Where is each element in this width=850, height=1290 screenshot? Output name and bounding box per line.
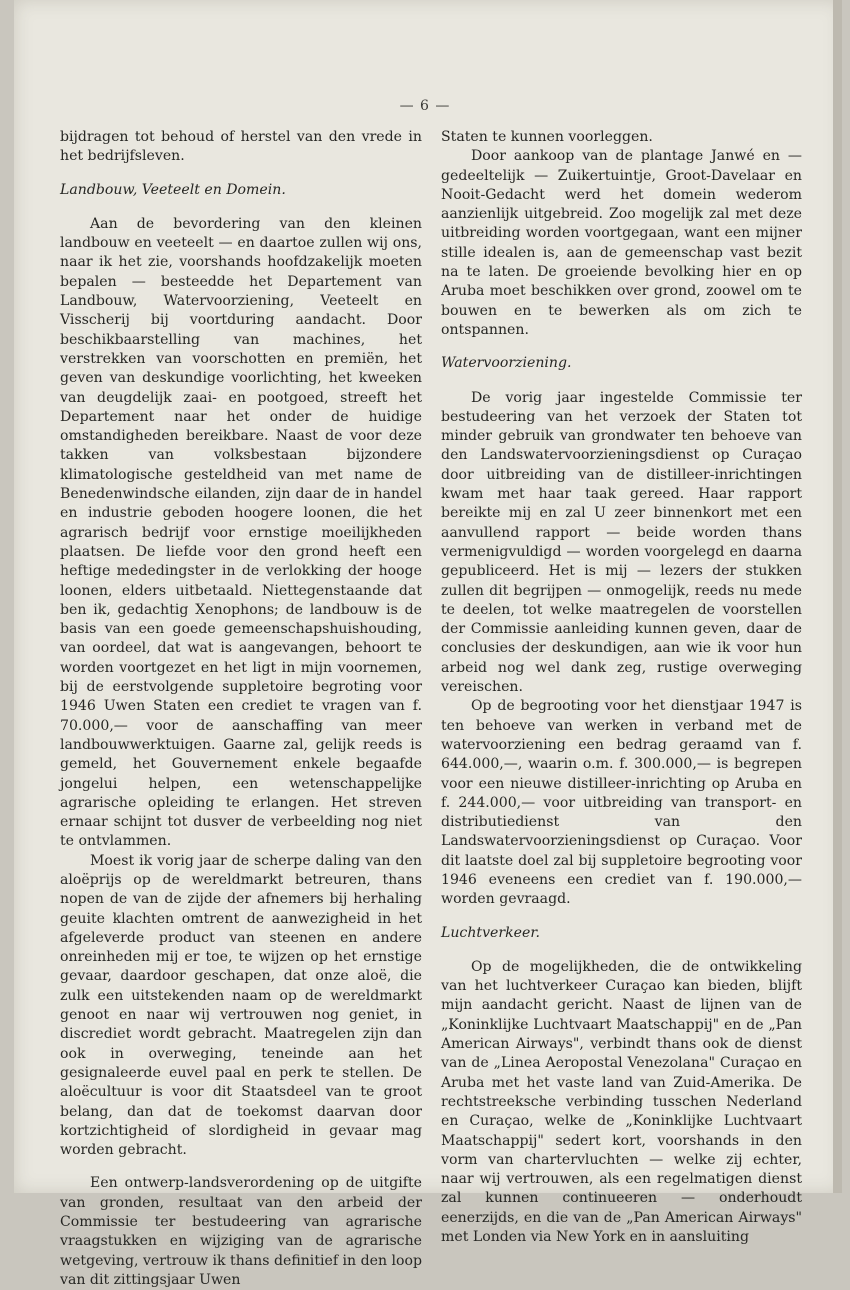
paragraph-gap [60,1160,422,1174]
paragraph: De vorig jaar ingestelde Commissie ter bestudeering van het verzoek der Staten tot minder gebruik van grondwater ten behoeve van den Landswatervoorzieningsdienst op Curaçao door uitbreiding van de distilleer-inrichtingen kwam met haar taak gereed. Haar rapport bereikte mij en zal U zeer binnenkort met een aanvullend rapport — beide worden thans vermenigvuldigd — worden voorgelegd en daarna gepubliceerd. Het is mij — lezers der stukken zullen dit begrijpen — onmogelijk, reeds nu mede te deelen, tot welke maatregelen de voorstellen der Commissie aanleiding kunnen geven, daar de conclusies der deskundigen, aan wie ik voor hun arbeid nog wel dank zeg, rustige overweging vereischen. [441,389,802,696]
paragraph: Aan de bevordering van den kleinen landbouw en veeteelt — en daartoe zullen wij ons, naar ik het zie, voorshands hoofdzakelijk moeten bepalen — besteedde het Departement van Landbouw, Watervoorziening, Veeteelt en Visscherij bij voortduring aandacht. Door beschikbaarstelling van machines, het verstrekken van voorschotten en premiën, het geven van deskundige voorlichting, het kweeken van deugdelijk zaai- en pootgoed, streeft het Departement naar het onder de huidige omstandigheden bereikbare. Naast de voor deze takken van volksbestaan bijzondere klimatologische gesteldheid van met name de Benedenwindsche eilanden, zijn daar de in handel en industrie geboden hoogere loonen, die het agrarisch bedrijf voor ernstige moeilijkheden plaatsen. De liefde voor den grond heeft een heftige mededingster in de verlokking der hooge loonen, elders uitbetaald. Niettegenstaande dat ben ik, gedachtig Xenophons; de landbouw is de basis van een goede gemeenschapshuishouding, van oordeel, dat wat is aangevangen, behoort te worden voortgezet en het ligt in mijn voornemen, bij de eerstvolgende suppletoire begroting voor 1946 Uwen Staten een crediet te vragen van f. 70.000,— voor de aanschaffing van meer landbouwwerktuigen. Gaarne zal, gelijk reeds is gemeld, het Gouvernement enkele begaafde jongelui helpen, een wetenschappelijke agrarische opleiding te erlangen. Het streven ernaar schijnt tot dusver de verbeelding nog niet te ontvlammen. [60,215,422,850]
paragraph: Staten te kunnen voorleggen. [441,129,653,145]
paragraph: bijdragen tot behoud of herstel van den vrede in het bedrijfsleven. [60,129,422,165]
paragraph: Moest ik vorig jaar de scherpe daling van den aloëprijs op de wereldmarkt betreuren, thans nopen de van de zijde der afnemers bij herhaling geuite klachten omtrent de aanwezigheid in het afgeleverde product van steenen en andere onreinheden mij er toe, te wijzen op het ernstige gevaar, daardoor geschapen, dat onze aloë, die zulk een uitstekenden naam op de wereldmarkt genoot en naar wij vertrouwen nog geniet, in discrediet wordt gebracht. Maatregelen zijn dan ook in overweging, teneinde aan het gesignaleerde euvel paal en perk te stellen. De aloëcultuur is voor dit Staatsdeel van te groot belang, dan dat de toekomst daarvan door kortzichtigheid of slordigheid in gevaar mag worden gebracht. [60,852,422,1159]
section-heading-water: Watervoorziening. [441,355,572,372]
left-column [60,128,422,1290]
page-number: — 6 — [399,98,451,114]
section-heading-air-traffic: Luchtverkeer. [441,924,540,941]
section-heading-agriculture: Landbouw, Veeteelt en Domein. [60,181,286,198]
paragraph: Een ontwerp-landsverordening op de uitgifte van gronden, resultaat van den arbeid der Commissie ter bestudeering van agrarische vraagstukken en wijziging van de agrarische wetgeving, vertrouw ik thans definitief in den loop van dit zittingsjaar Uwen [60,1175,423,1288]
paragraph: Op de begrooting voor het dienstjaar 1947 is ten behoeve van werken in verband met de watervoorziening een bedrag geraamd van f. 644.000,—, waarin o.m. f. 300.000,— is begrepen voor een nieuwe distilleer-inrichting op Aruba en f. 244.000,— voor uitbreiding van transport- en distributiedienst van den Landswatervoorzieningsdienst op Curaçao. Voor dit laatste doel zal bij suppletoire begrooting voor 1946 eveneens een crediet van f. 190.000,— worden gevraagd. [441,698,802,908]
right-column [441,128,802,1247]
scan-edge [833,0,842,1193]
paragraph: Door aankoop van de plantage Janwé en — gedeeltelijk — Zuikertuintje, Groot-Davelaar en Nooit-Gedacht werd het domein wederom aanzienlijk uitgebreid. Zoo mogelijk zal met deze uitbreiding worden voortgegaan, want een mijner stille idealen is, aan de gemeenschap vast bezit na te laten. De groeiende bevolking hier en op Aruba moet beschikken over grond, zoowel om te bouwen en te bewerken als om zich te ontspannen. [441,148,802,338]
paragraph: Op de mogelijkheden, die de ontwikkeling van het luchtverkeer Curaçao kan bieden, blijft mijn aandacht gericht. Naast de lijnen van de „Koninklijke Luchtvaart Maatschappij" en de „Pan American Airways", verbindt thans ook de dienst van de „Linea Aeropostal Venezolana" Curaçao en Aruba met het vaste land van Zuid-Amerika. De rechtstreeksche verbinding tusschen Nederland en Curaçao, welke de „Koninklijke Luchtvaart Maatschappij" sedert kort, voorshands in den vorm van chartervluchten — welke zij echter, naar wij vertrouwen, als een regelmatigen dienst zal kunnen continueeren — onderhoudt eenerzijds, en die van de „Pan American Airways" met Londen via New York en in aansluiting [441,958,802,1246]
